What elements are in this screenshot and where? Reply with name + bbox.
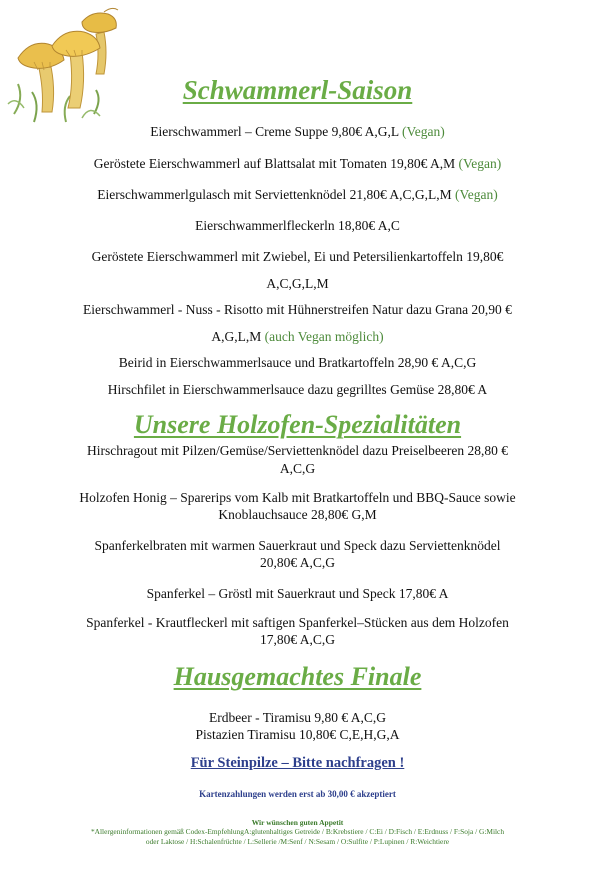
allergen-info [0,827,595,847]
vegan-note: (Vegan) [458,156,502,171]
menu-item-text: A,G,L,M [211,329,265,344]
card-payment-notice: Kartenzahlungen werden erst ab 30,00 € akzeptiert [199,789,396,799]
menu-item: Spanferkel - Krautfleckerl mit saftigen Spanferkel–Stücken aus dem Holzofen [86,615,509,630]
vegan-note: (Vegan) [402,124,445,139]
menu-item: Geröstete Eierschwammerl mit Zwiebel, Ei und Petersilienkartoffeln 19,80€ [91,249,504,264]
section-title-schwammerl: Schwammerl-Saison [182,75,413,105]
appetit-wish: Wir wünschen guten Appetit [251,818,344,827]
menu-item: Spanferkelbraten mit warmen Sauerkraut und Speck dazu Serviettenknödel [94,538,501,553]
vegan-note: (auch Vegan möglich) [264,329,384,344]
section-title-holzofen: Unsere Holzofen-Spezialitäten [133,410,462,439]
menu-item-continued: Knoblauchsauce 28,80€ G,M [218,507,377,522]
menu-item: Beirid in Eierschwammerlsauce und Bratkartoffeln 28,90 € A,C,G [118,355,477,370]
menu-item-continued: 17,80€ A,C,G [259,632,335,647]
menu-item: Eierschwammerl - Nuss - Risotto mit Hühnerstreifen Natur dazu Grana 20,90 € [83,302,512,317]
menu-item-text: Eierschwammerlgulasch mit Serviettenknödel 21,80€ A,C,G,L,M [97,187,455,202]
allergen-line: *Allergeninformationen gemäß Codex-EmpfehlungA:glutenhaltiges Getreide / B:Krebstiere / C:Ei / D:Fisch / E:Erdnuss / F:Soja / G:Milch [90,827,505,836]
menu-item-continued: 20,80€ A,C,G [259,555,335,570]
menu-item: Spanferkel – Gröstl mit Sauerkraut und Speck 17,80€ A [146,586,449,601]
menu-item-allergens: A,C,G [279,461,316,476]
menu-item-allergens: A,C,G,L,M [266,276,329,291]
menu-item [0,156,595,172]
menu-item [0,187,595,203]
section-title-finale: Hausgemachtes Finale [173,662,422,691]
menu-item: Erdbeer - Tiramisu 9,80 € A,C,G [209,710,386,725]
menu-item: Eierschwammerlfleckerln 18,80€ A,C [195,218,400,233]
menu-item: Hirschragout mit Pilzen/Gemüse/Serviettenknödel dazu Preiselbeeren 28,80 € [86,443,508,458]
chanterelle-mushroom-icon [4,4,122,126]
menu-item: Pistazien Tiramisu 10,80€ C,E,H,G,A [195,727,400,742]
menu-item: Holzofen Honig – Sparerips vom Kalb mit Bratkartoffeln und BBQ-Sauce sowie [79,490,516,505]
menu-item [0,329,595,345]
menu-item-text: Eierschwammerl – Creme Suppe 9,80€ A,G,L [150,124,403,139]
menu-item [0,124,595,140]
menu-item: Hirschfilet in Eierschwammerlsauce dazu gegrilltes Gemüse 28,80€ A [107,382,488,397]
vegan-note: (Vegan) [454,187,498,202]
allergen-line: oder Laktose / H:Schalenfrüchte / L:Sellerie /M:Senf / N:Sesam / O:Sulfite / P:Lupinen / R:Weichtiere [145,837,450,846]
menu-item-text: Geröstete Eierschwammerl auf Blattsalat mit Tomaten 19,80€ A,M [93,156,459,171]
steinpilze-notice: Für Steinpilze – Bitte nachfragen ! [190,755,405,771]
